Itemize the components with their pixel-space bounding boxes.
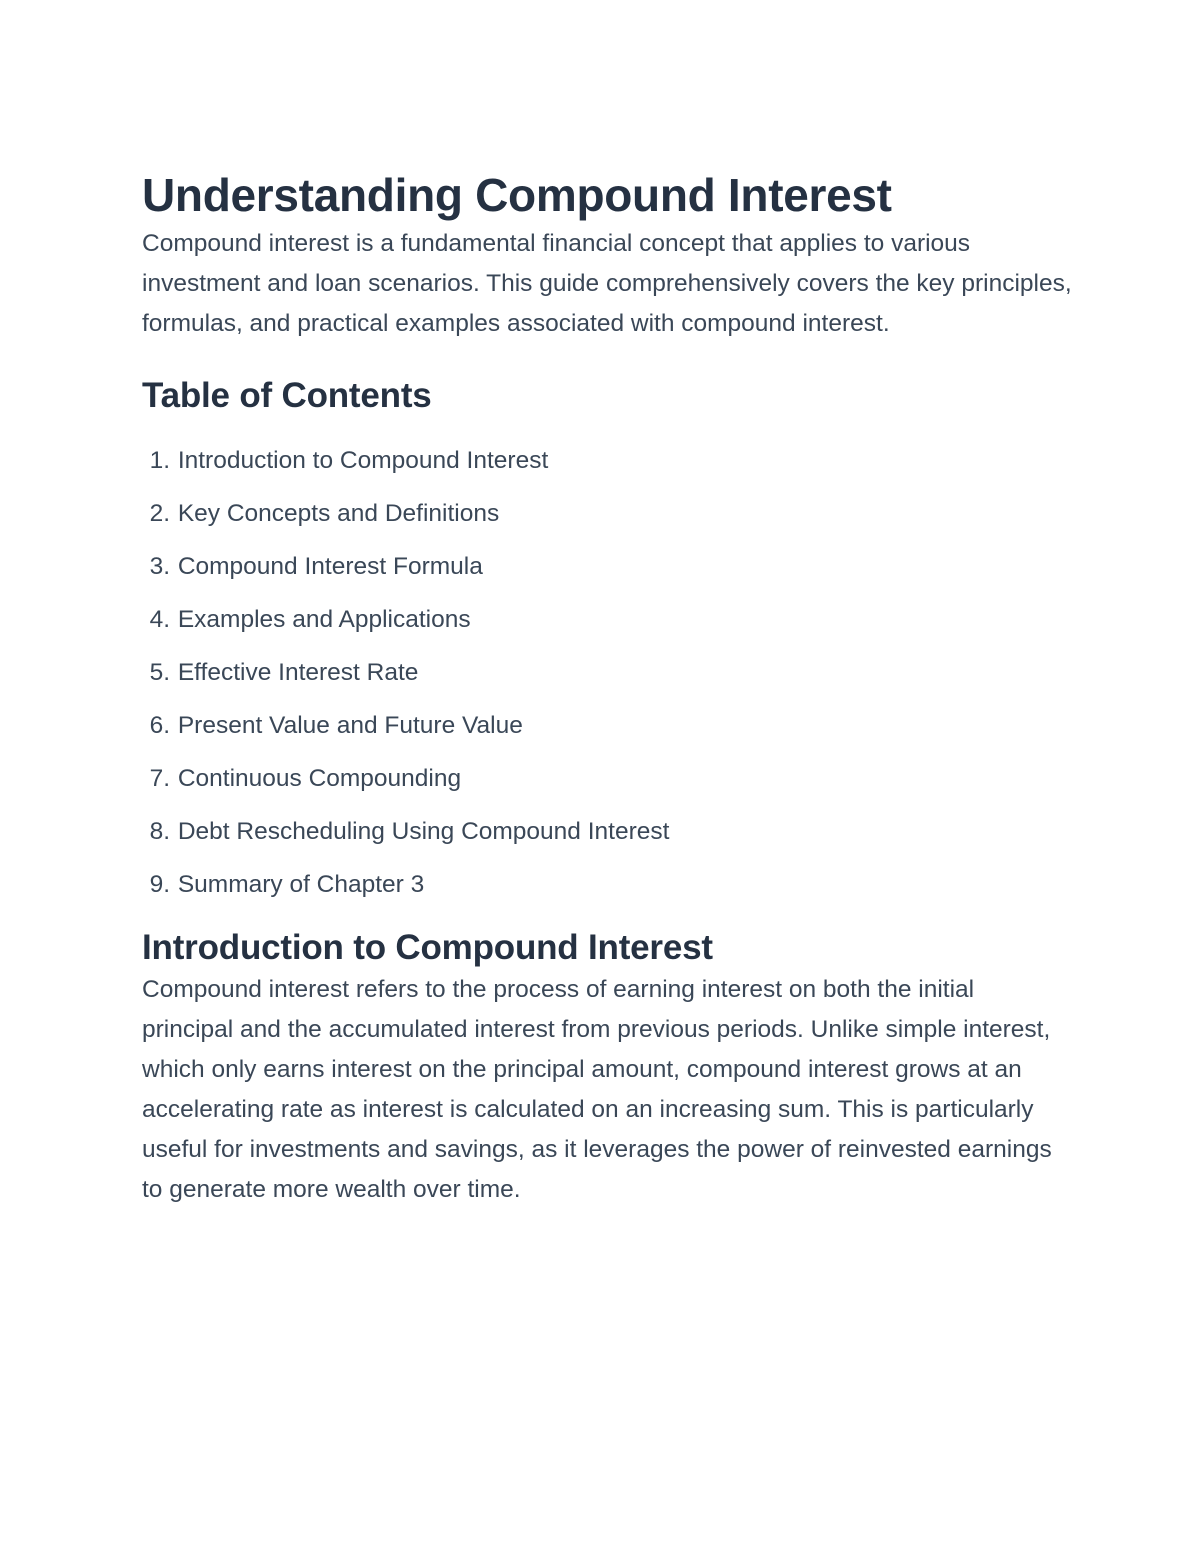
toc-item-label[interactable]: Present Value and Future Value (177, 712, 523, 739)
toc-item-number: 4. (149, 606, 170, 633)
section-heading: Introduction to Compound Interest (142, 928, 713, 967)
intro-paragraph: Compound interest is a fundamental financial concept that applies to various investment and loan scenarios. This guide comprehensively covers the key principles, formulas, and practical examples associated with compound interest. (142, 230, 1072, 337)
toc-item-number: 1. (149, 447, 170, 474)
toc-item[interactable] (142, 815, 1072, 848)
toc-item-number: 5. (149, 659, 170, 686)
toc-item[interactable] (142, 550, 1072, 583)
toc-item[interactable] (142, 709, 1072, 742)
toc-item-label[interactable]: Summary of Chapter 3 (177, 871, 425, 898)
toc-item-number: 6. (149, 712, 170, 739)
page-title: Understanding Compound Interest (142, 169, 892, 221)
toc-item[interactable] (142, 868, 1072, 901)
toc-item[interactable] (142, 603, 1072, 636)
toc-item-number: 3. (149, 553, 170, 580)
toc-item-number: 8. (149, 818, 170, 845)
toc-item-label[interactable]: Compound Interest Formula (177, 553, 483, 580)
toc-item-number: 7. (149, 765, 170, 792)
section-paragraph: Compound interest refers to the process of earning interest on both the initial principal and the accumulated interest from previous periods. Unlike simple interest, which only earns interest on the principal amount, compound interest grows at an accelerating rate as interest is calculated on an increasing sum. This is particularly useful for investments and savings, as it leverages the power of reinvested earnings to generate more wealth over time. (142, 976, 1052, 1203)
toc-item-label[interactable]: Effective Interest Rate (177, 659, 419, 686)
toc-item-number: 9. (149, 871, 170, 898)
toc-item[interactable] (142, 656, 1072, 689)
toc-item-number: 2. (149, 500, 170, 527)
table-of-contents (142, 444, 1072, 901)
toc-item[interactable] (142, 444, 1072, 477)
toc-item[interactable] (142, 762, 1072, 795)
toc-item-label[interactable]: Key Concepts and Definitions (177, 500, 500, 527)
toc-item-label[interactable]: Debt Rescheduling Using Compound Interest (177, 818, 670, 845)
toc-item-label[interactable]: Introduction to Compound Interest (177, 447, 549, 474)
toc-item-label[interactable]: Continuous Compounding (177, 765, 462, 792)
toc-item-label[interactable]: Examples and Applications (177, 606, 471, 633)
document-page (142, 166, 1072, 1210)
toc-item[interactable] (142, 497, 1072, 530)
toc-heading: Table of Contents (142, 376, 432, 415)
